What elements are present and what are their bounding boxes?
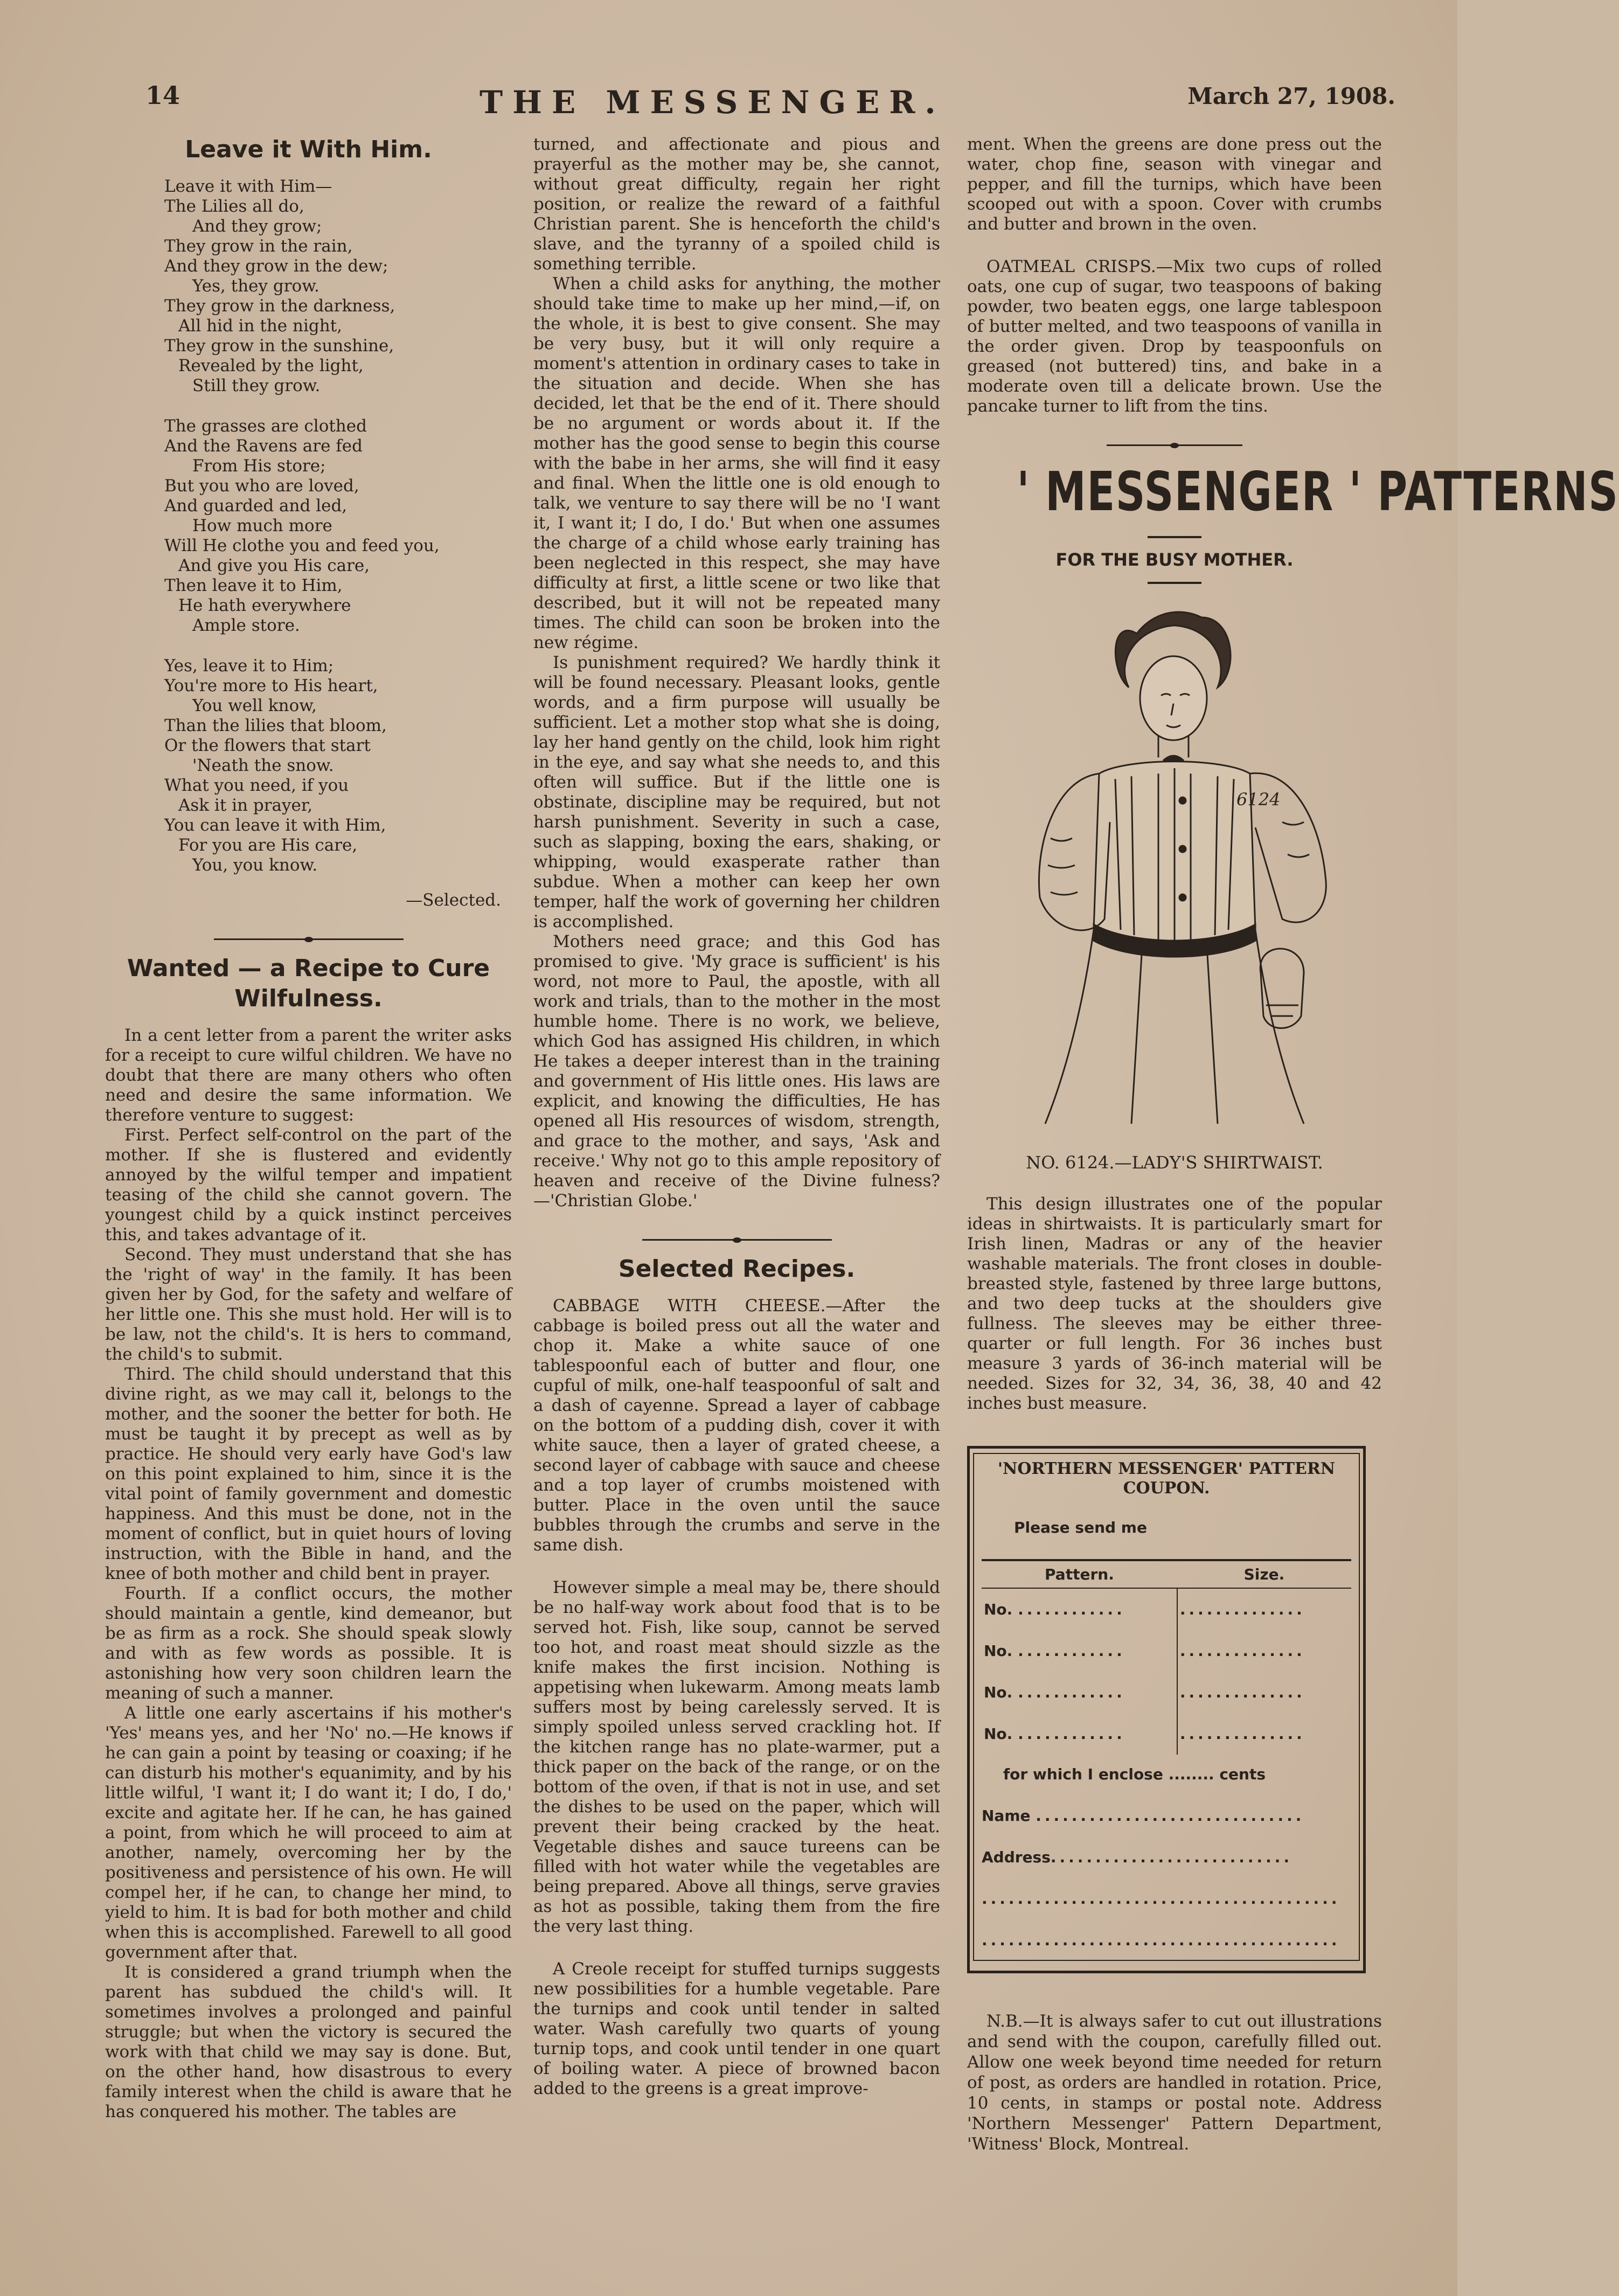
coupon-title: 'NORTHERN MESSENGER' PATTERN COUPON. [997,1459,1336,1498]
article-paragraph: It is considered a grand triumph when the parent has subdued the child's will. It sometimes involves a prolonged and painful struggle; but when the victory is secured the work with that child we may say is done. But, on the other hand, how disastrous to every family interest when the child is aware that he has conquered his mother. The tables are [105,1963,512,2121]
poem-credit: —Selected. [406,890,501,910]
pattern-coupon [967,1446,1366,1973]
coupon-row[interactable]: No. ............ .............. [982,1713,1351,1755]
poem-line: And they grow; [192,217,322,236]
poem-line: And they grow in the dew; [164,256,388,276]
article-paragraph: When a child asks for anything, the mother should take time to make up her mind,—if, on the whole, it is best to give consent. She may be very busy, but it will only require a moment's attention in ordinary cases to take in the situation and decide. When she has decided, let that be the end of it. There should be no argument or words about it. If the mother has the good sense to begin this course with the babe in her arms, she will find it easy and final. When the little one is old enough to talk, we venture to say there will be no 'I want it, I want it; I do, I do.' But when one assumes the charge of a child whose early training has been neglected in this respect, she may have difficulty at first, a little scene or two like that described, but it will not be repeated many times. The child can soon be broken into the new régime. [533,274,940,652]
coupon-name-label: Name [982,1807,1031,1825]
poem-stanza [164,177,512,396]
poem-line: You're more to His heart, [164,676,378,695]
article-title-recipes: Selected Recipes. [618,1255,856,1283]
poem-line: You, you know. [192,855,318,875]
poem-line: They grow in the rain, [164,236,353,256]
poem-line: What you need, if you [164,776,349,795]
poem-line: 'Neath the snow. [192,756,334,775]
poem-title: Leave it With Him. [185,136,432,163]
coupon-address-field[interactable]: Address........................... [982,1848,1293,1866]
poem-line: Than the lilies that bloom, [164,716,387,735]
masthead: THE MESSENGER. [480,84,946,121]
pattern-description: This design illustrates one of the popular ideas in shirtwaists. It is particularly smart for Irish linen, Madras or any of the heavier washable materials. The front closes in double-breasted style, fastened by three large buttons, and two deep tucks at the shoulders give fullness. The sleeves may be either three-quarter or full length. For 36 inches bust measure 3 yards of 36-inch material will be needed. Sizes for 32, 34, 36, 38, 40 and 42 inches bust measure. [967,1194,1382,1413]
patterns-heading: ' MESSENGER ' PATTERNS [1017,460,1619,523]
coupon-please-send: Please send me [1014,1519,1147,1536]
poem-line: From His store; [192,456,326,476]
article-title-wanted: Wanted — a Recipe to Cure Wilfulness. [127,955,490,1012]
poem-line: Yes, leave it to Him; [164,656,334,676]
poem-body [164,177,512,875]
article-paragraph: Is punishment required? We hardly think it will be found necessary. Pleasant looks, gentle words, and a firm purpose will usually be sufficient. Let a mother stop what she is doing, lay her hand gently on the child, look him right in the eye, and say what she needs to, and this often will suffice. But if the little one is obstinate, discipline may be required, but not harsh punishment. Severity in such a case, such as slapping, boxing the ears, shaking, or whipping, would exasperate rather than subdue. When a mother can keep her own temper, half the work of governing her children is accomplished. [533,653,940,931]
recipe-paragraph: However simple a meal may be, there should be no half-way work about food that is to be served hot. Fish, like soup, cannot be served too hot, and roast meat should sizzle as the knife makes the first incision. Nothing is appetising when lukewarm. Among meats lamb suffers most by being carelessly served. It is simply spoiled unless served crackling hot. If the kitchen range has no plate-warmer, put a thick paper on the back of the range, or on the bottom of the oven, if that is not in use, and set the dishes to be used on the paper, which will prevent their being cracked by the heat. Vegetable dishes and sauce tureens can be filled with hot water while the vegetables are being prepared. Above all things, serve gravies as hot as possible, taking them from the fire the very last thing. [533,1578,940,1936]
poem-line: Yes, they grow. [192,276,319,296]
page-number: 14 [145,81,180,110]
poem-line: He hath everywhere [178,596,351,615]
figure-caption: NO. 6124.—LADY'S SHIRTWAIST. [1026,1152,1323,1173]
rule [1148,582,1201,584]
article-paragraph: In a cent letter from a parent the writer asks for a receipt to cure wilful children. We have no doubt that there are many others who often need and desire the same information. We therefore venture to suggest: [105,1026,512,1125]
coupon-inner [973,1453,1360,1961]
article-paragraph: turned, and affectionate and pious and prayerful as the mother may be, she cannot, without great difficulty, regain her right position, or realize the reward of a faithful Christian parent. She is henceforth the child's slave, and the tyranny of a spoiled child is something terrible. [533,135,940,274]
article-paragraph: A little one early ascertains if his mother's 'Yes' means yes, and her 'No' no.—He knows if he can gain a point by teasing or coaxing; if he can disturb his mother's equanimity, and by his little wilful, 'I want it; I do want it; I do, I do,' excite and agitate her. If he can, he has gained a point, from which he will proceed to aim at another, namely, overcoming her by the positiveness and persistence of his own. He will compel her, if he can, to change her mind, to yield to him. It is bad for both mother and child when this is accomplished. Farewell to all good government after that. [105,1703,512,1962]
coupon-table [982,1559,1351,1755]
article-paragraph: Second. They must understand that she has the 'right of way' in the family. It has been given her by God, for the safety and welfare of her little one. This she must hold. Her will is to be law, not the child's. It is hers to command, the child's to submit. [105,1245,512,1364]
column-1 [105,135,512,2122]
poem-line: They grow in the sunshine, [164,336,394,356]
coupon-name-field[interactable]: Name .............................. [982,1807,1305,1825]
poem-line: You well know, [192,696,317,715]
section-divider [533,1229,940,1242]
column-3 [967,135,1619,2154]
poem-line: Ample store. [192,616,300,635]
section-divider [105,929,512,942]
coupon-col-size: Size. [1177,1560,1351,1588]
poem-line: And the Ravens are fed [164,436,363,456]
shirtwaist-illustration [1002,596,1347,1135]
coupon-address-label: Address [982,1848,1051,1866]
poem-line: You can leave it with Him, [164,816,386,835]
coupon-row-label: No. [984,1683,1013,1701]
poem-stanza [164,656,512,875]
poem-line: They grow in the darkness, [164,296,395,316]
recipe-paragraph: ment. When the greens are done press out the water, chop fine, season with vinegar and pepper, and fill the turnips, which have been scooped out with a spoon. Cover with crumbs and butter and brown in the oven. [967,135,1382,234]
poem-line: The Lilies all do, [164,197,304,216]
coupon-row-label: No. [984,1725,1013,1743]
poem-line: Revealed by the light, [178,356,364,375]
recipe-paragraph: OATMEAL CRISPS.—Mix two cups of rolled oats, one cup of sugar, two teaspoons of baking powder, two beaten eggs, one large tablespoon of butter melted, and two teaspoons of vanilla in the order given. Drop by teaspoonfuls on greased (not buttered) tins, and bake in a moderate oven till a delicate brown. Use the pancake turner to lift from the tins. [967,257,1382,416]
coupon-row[interactable]: No. ............ .............. [982,1672,1351,1713]
coupon-col-pattern: Pattern. [982,1560,1177,1588]
coupon-enclose: for which I enclose ........ cents [1003,1765,1266,1783]
poem-line: And give you His care, [178,556,370,575]
issue-date: March 27, 1908. [1187,83,1395,109]
page-header [145,81,1395,124]
poem-stanza [164,416,512,636]
poem-line: For you are His care, [178,836,358,855]
patterns-subheading: FOR THE BUSY MOTHER. [1055,549,1294,570]
poem-line: Then leave it to Him, [164,576,343,595]
article-paragraph: Mothers need grace; and this God has promised to give. 'My grace is sufficient' is his word, not more to Paul, the apostle, with all work and trials, than to the mother in the most humble home. There is no work, we believe, which God has assigned His children, in which He takes a deeper interest than in the training and government of His little ones. His laws are explicit, and knowing the difficulties, He has opened all His resources of wisdom, strength, and grace to the mother, and says, 'Ask and receive.' Why not go to this ample repository of heaven and receive of the Divine fulness?—'Christian Globe.' [533,932,940,1210]
poem-line: How much more [192,516,332,535]
figure-number: 6124 [1236,789,1281,810]
poem-line: But you who are loved, [164,476,359,496]
poem-line: Still they grow. [192,376,321,395]
coupon-blank-line[interactable]: ........................................ [982,1890,1340,1908]
poem-line: The grasses are clothed [164,416,367,436]
poem-line: Will He clothe you and feed you, [164,536,440,555]
coupon-row[interactable]: No. ............ .............. [982,1588,1351,1630]
poem-line: All hid in the night, [178,316,343,336]
coupon-row-label: No. [984,1601,1013,1618]
article-paragraph: Fourth. If a conflict occurs, the mother should maintain a gentle, kind demeanor, but be as firm as a rock. She should speak slowly and with as few words as possible. It is astonishing how very soon children learn the meaning of such a manner. [105,1584,512,1703]
poem-line: And guarded and led, [164,496,348,516]
section-divider [967,435,1382,448]
poem-line: Leave it with Him— [164,177,332,196]
poem-line: Ask it in prayer, [178,796,313,815]
article-paragraph: Third. The child should understand that this divine right, as we may call it, belongs to the mother, and the sooner the better for both. He must be taught it by precept as well as by practice. He should very early have God's law on this point explained to him, since it is the vital point of family government and domestic happiness. And this must be done, not in the moment of conflict, but in quiet hours of loving instruction, with the Bible in hand, and the knee of both mother and child bent in prayer. [105,1365,512,1583]
coupon-blank-line[interactable]: ........................................ [982,1931,1340,1949]
recipe-paragraph: A Creole receipt for stuffed turnips suggests new possibilities for a humble vegetable. Pare the turnips and cook until tender in salted water. Wash carefully two quarts of young turnip tops, and cook until tender in one quart of boiling water. A piece of browned bacon added to the greens is a great improve- [533,1959,940,2098]
coupon-row-label: No. [984,1642,1013,1660]
order-note: N.B.—It is always safer to cut out illustrations and send with the coupon, carefully filled out. Allow one week beyond time needed for return of post, as orders are handled in rotation. Price, 10 cents, in stamps or postal note. Address 'Northern Messenger' Pattern Department, 'Witness' Block, Montreal. [967,2012,1382,2154]
recipe-paragraph: CABBAGE WITH CHEESE.—After the cabbage is boiled press out all the water and chop it. Make a white sauce of one tablespoonful each of butter and flour, one cupful of milk, one-half teaspoonful of salt and a dash of cayenne. Spread a layer of cabbage on the bottom of a pudding dish, cover it with white sauce, then a layer of grated cheese, a second layer of cabbage with sauce and cheese and a top layer of crumbs moistened with butter. Place in the oven until the sauce bubbles through the crumbs and serve in the same dish. [533,1296,940,1555]
poem-line: Or the flowers that start [164,736,371,755]
article-paragraph: First. Perfect self-control on the part of the mother. If she is flustered and evidently annoyed by the wilful temper and impatient teasing of the child she cannot govern. The youngest child by a quick instinct perceives this, and takes advantage of it. [105,1125,512,1244]
coupon-row[interactable]: No. ............ .............. [982,1630,1351,1672]
column-2 [533,135,940,2099]
rule [1148,536,1201,538]
